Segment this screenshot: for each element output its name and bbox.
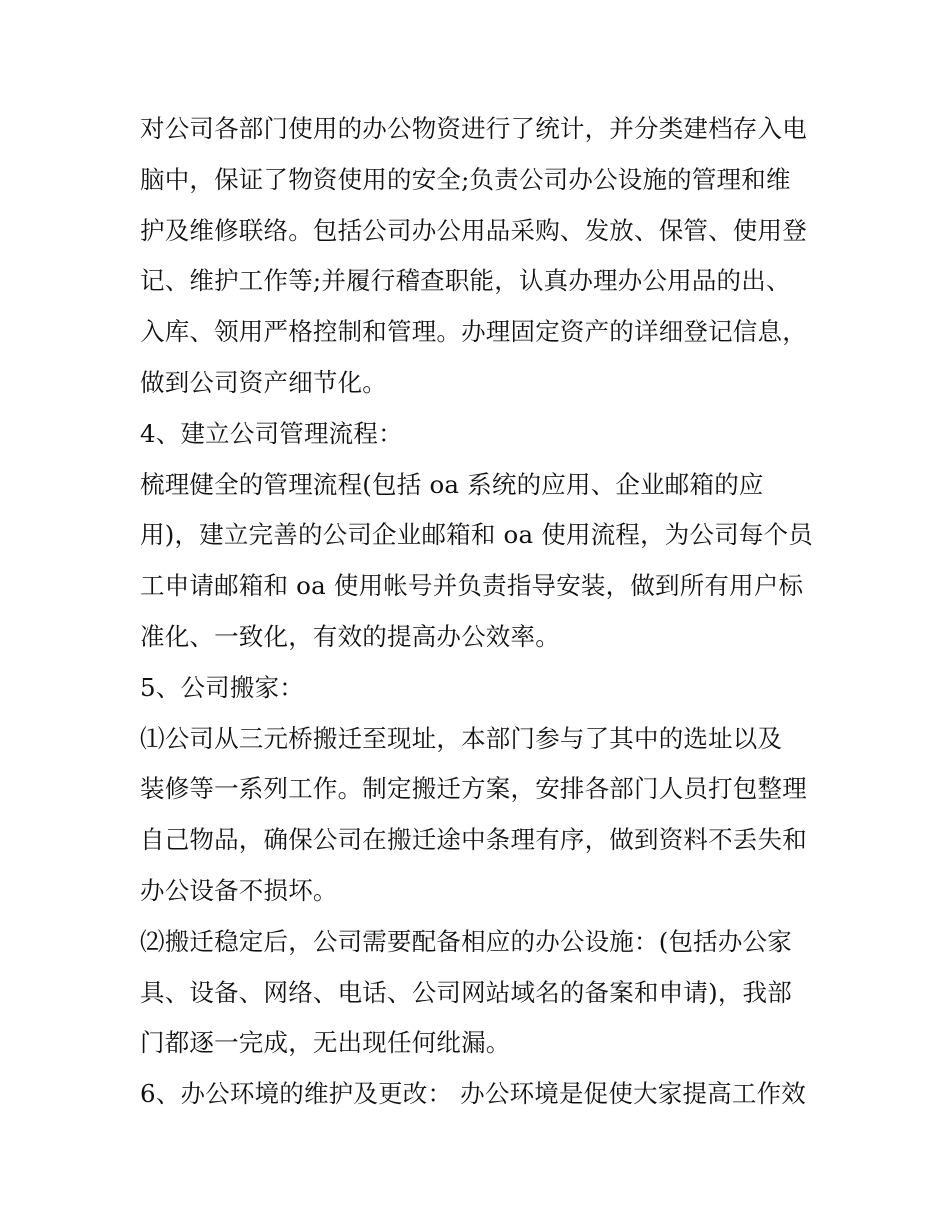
text-line: 办公设备不损坏。 <box>140 875 338 905</box>
section-heading: 4、建立公司管理流程： <box>140 418 403 448</box>
text-line: 入库、领用严格控制和管理。办理固定资产的详细登记信息， <box>140 317 807 347</box>
text-line: 梳理健全的管理流程(包括 oa 系统的应用、企业邮箱的应 <box>140 469 764 499</box>
text-line: ⑴公司从三元桥搬迁至现址，本部门参与了其中的选址以及 <box>140 723 783 753</box>
text-line: 工申请邮箱和 oa 使用帐号并负责指导安装，做到所有用户标 <box>140 571 804 601</box>
section-heading: 5、公司搬家： <box>140 672 304 702</box>
text-line: 做到公司资产细节化。 <box>140 367 387 397</box>
text-line: 自己物品，确保公司在搬迁途中条理有序，做到资料不丢失和 <box>140 825 807 855</box>
document-body <box>140 104 820 1120</box>
text-line: 准化、一致化，有效的提高办公效率。 <box>140 621 560 651</box>
text-line: 装修等一系列工作。制定搬迁方案，安排各部门人员打包整理 <box>140 774 807 804</box>
text-line: 对公司各部门使用的办公物资进行了统计，并分类建档存入电 <box>140 114 807 143</box>
text-line: 记、维护工作等;并履行稽查职能，认真办理办公用品的出、 <box>140 266 791 296</box>
text-line: 脑中，保证了物资使用的安全;负责公司办公设施的管理和维 <box>140 164 791 194</box>
section-heading: 6、办公环境的维护及更改： 办公环境是促使大家提高工作效 <box>140 1079 806 1109</box>
text-line: 门都逐一完成，无出现任何纰漏。 <box>140 1028 511 1058</box>
text-line: 护及维修联络。包括公司办公用品采购、发放、保管、使用登 <box>140 215 807 245</box>
text-line: 具、设备、网络、电话、公司网站域名的备案和申请)，我部 <box>140 977 792 1007</box>
text-line: ⑵搬迁稳定后，公司需要配备相应的办公设施：(包括办公家 <box>140 926 792 956</box>
text-line: 用)，建立完善的公司企业邮箱和 oa 使用流程，为公司每个员 <box>140 520 813 550</box>
